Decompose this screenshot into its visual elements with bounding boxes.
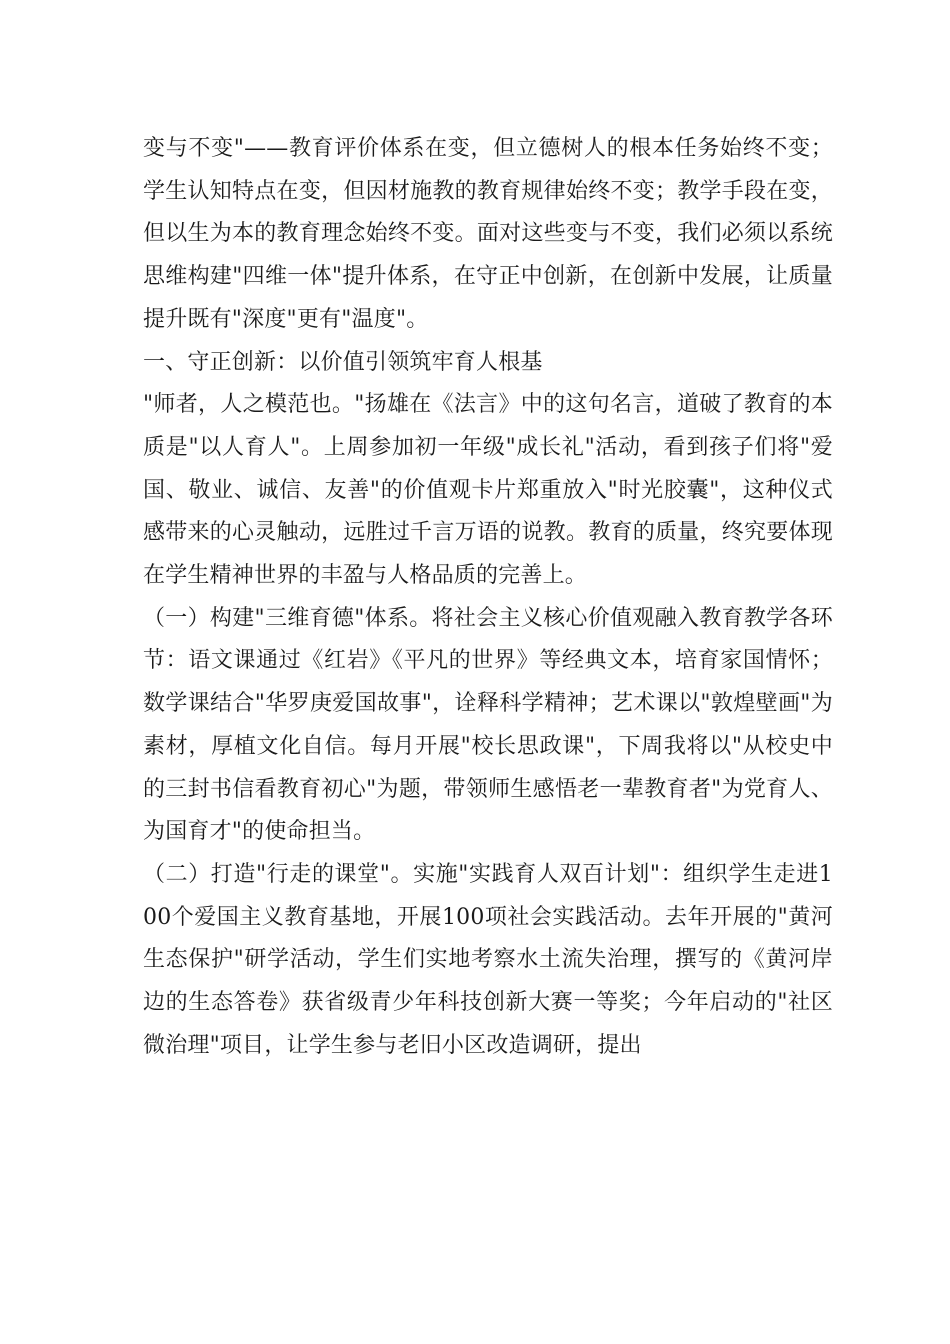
document-body xyxy=(143,128,833,1067)
paragraph-teacher-quote: "师者，人之模范也。"扬雄在《法言》中的这句名言，道破了教育的本质是"以人育人"。上周参加初一年级"成长礼"活动，看到孩子们将"爱国、敬业、诚信、友善"的价值观卡片郑重放入"时光胶囊"，这种仪式感带来的心灵触动，远胜过千言万语的说教。教育的质量，终究要体现在学生精神世界的丰盈与人格品质的完善上。 xyxy=(143,392,833,589)
paragraph-intro: 变与不变"——教育评价体系在变，但立德树人的根本任务始终不变；学生认知特点在变，但因材施教的教育规律始终不变；教学手段在变，但以生为本的教育理念始终不变。面对这些变与不变，我们必须以系统思维构建"四维一体"提升体系，在守正中创新，在创新中发展，让质量提升既有"深度"更有"温度"。 xyxy=(143,136,833,332)
paragraph-subsection-2: （二）打造"行走的课堂"。实施"实践育人双百计划"：组织学生走进100个爱国主义教育基地，开展100项社会实践活动。去年开展的"黄河生态保护"研学活动，学生们实地考察水土流失治理，撰写的《黄河岸边的生态答卷》获省级青少年科技创新大赛一等奖；今年启动的"社区微治理"项目，让学生参与老旧小区改造调研，提出 xyxy=(143,861,833,1058)
paragraph-subsection-1: （一）构建"三维育德"体系。将社会主义核心价值观融入教育教学各环节：语文课通过《红岩》《平凡的世界》等经典文本，培育家国情怀；数学课结合"华罗庚爱国故事"，诠释科学精神；艺术课以"敦煌壁画"为素材，厚植文化自信。每月开展"校长思政课"，下周我将以"从校史中的三封书信看教育初心"为题，带领师生感悟老一辈教育者"为党育人、为国育才"的使命担当。 xyxy=(143,605,833,845)
section-heading-1: 一、守正创新：以价值引领筑牢育人根基 xyxy=(143,349,543,375)
